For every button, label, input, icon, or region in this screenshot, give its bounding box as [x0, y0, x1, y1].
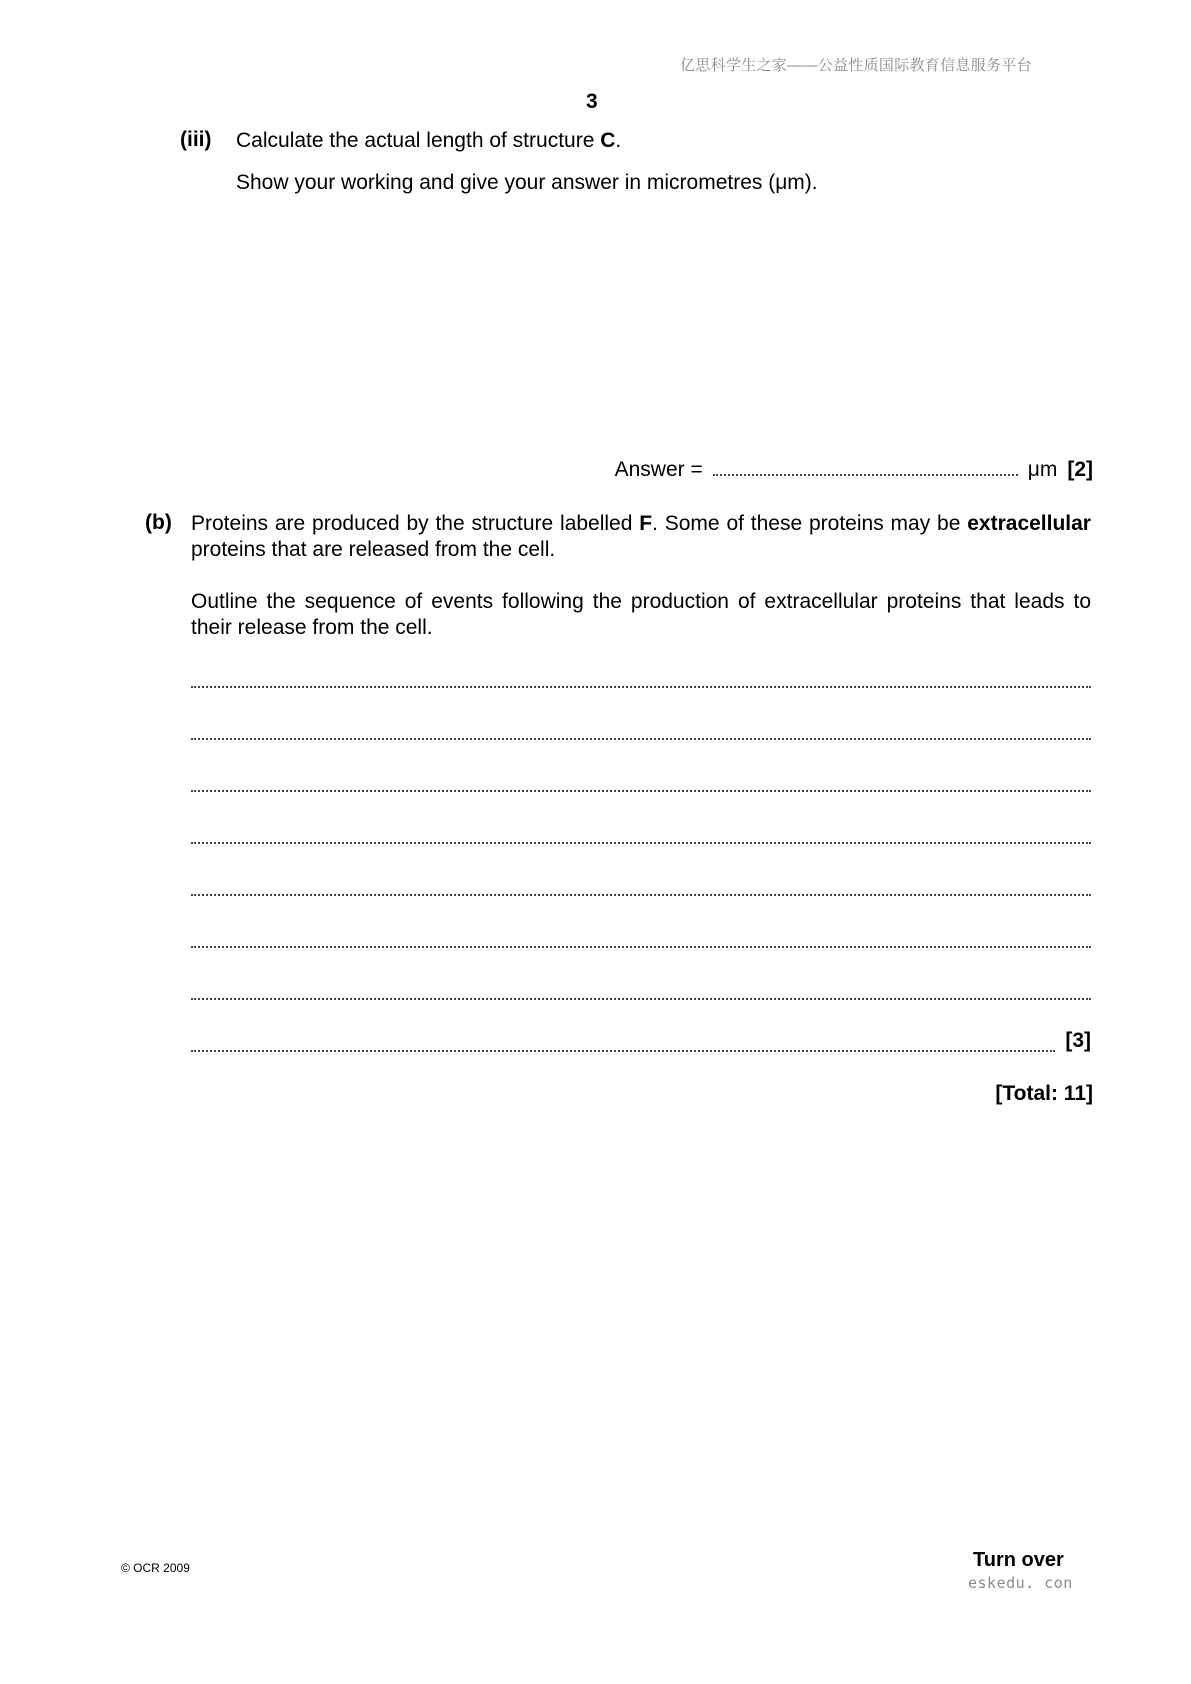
question-iii-label: (iii)	[180, 128, 212, 151]
answer-line-8[interactable]	[191, 1030, 1091, 1052]
turn-over: Turn over	[973, 1549, 1064, 1571]
answer-line-6[interactable]	[191, 926, 1091, 948]
answer-line-4[interactable]	[191, 822, 1091, 844]
question-b-paragraph-1	[191, 511, 1091, 563]
footer-watermark: eskedu. con	[968, 1574, 1073, 1592]
answer-line-2[interactable]	[191, 718, 1091, 740]
answer-line-1[interactable]	[191, 666, 1091, 688]
answer-line-7[interactable]	[191, 978, 1091, 1000]
structure-c-label: C	[600, 129, 616, 152]
total-marks: [Total: 11]	[995, 1082, 1093, 1105]
question-iii-instruction: Show your working and give your answer in micrometres (μm).	[236, 171, 818, 194]
answer-row	[615, 456, 1093, 482]
question-b-paragraph-2: Outline the sequence of events following the production of extracellular proteins that leads to their release from the cell.	[191, 590, 1091, 639]
answer-unit: μm	[1027, 458, 1058, 481]
extracellular-term: extracellular	[967, 512, 1091, 535]
answer-line-3[interactable]	[191, 770, 1091, 792]
question-b-p1-a: Proteins are produced by the structure labelled	[191, 512, 640, 535]
question-b-label: (b)	[145, 511, 172, 534]
copyright: © OCR 2009	[121, 1561, 190, 1575]
question-b-marks: [3]	[1065, 1029, 1091, 1052]
question-b-p1-c: . Some of these proteins may be	[652, 512, 968, 535]
header-watermark: 亿思科学生之家——公益性质国际教育信息服务平台	[680, 57, 1032, 74]
structure-f-label: F	[639, 512, 653, 535]
answer-line-5[interactable]	[191, 874, 1091, 896]
question-b-p1-e: proteins that are released from the cell.	[191, 538, 556, 561]
answer-label: Answer =	[614, 458, 703, 481]
question-iii-text-prefix: Calculate the actual length of structure	[236, 129, 601, 152]
page-number: 3	[586, 90, 598, 113]
question-iii-text	[236, 128, 621, 154]
question-iii-text-suffix: .	[615, 129, 622, 152]
answer-marks: [2]	[1067, 458, 1093, 481]
answer-input-line[interactable]	[713, 456, 1018, 476]
